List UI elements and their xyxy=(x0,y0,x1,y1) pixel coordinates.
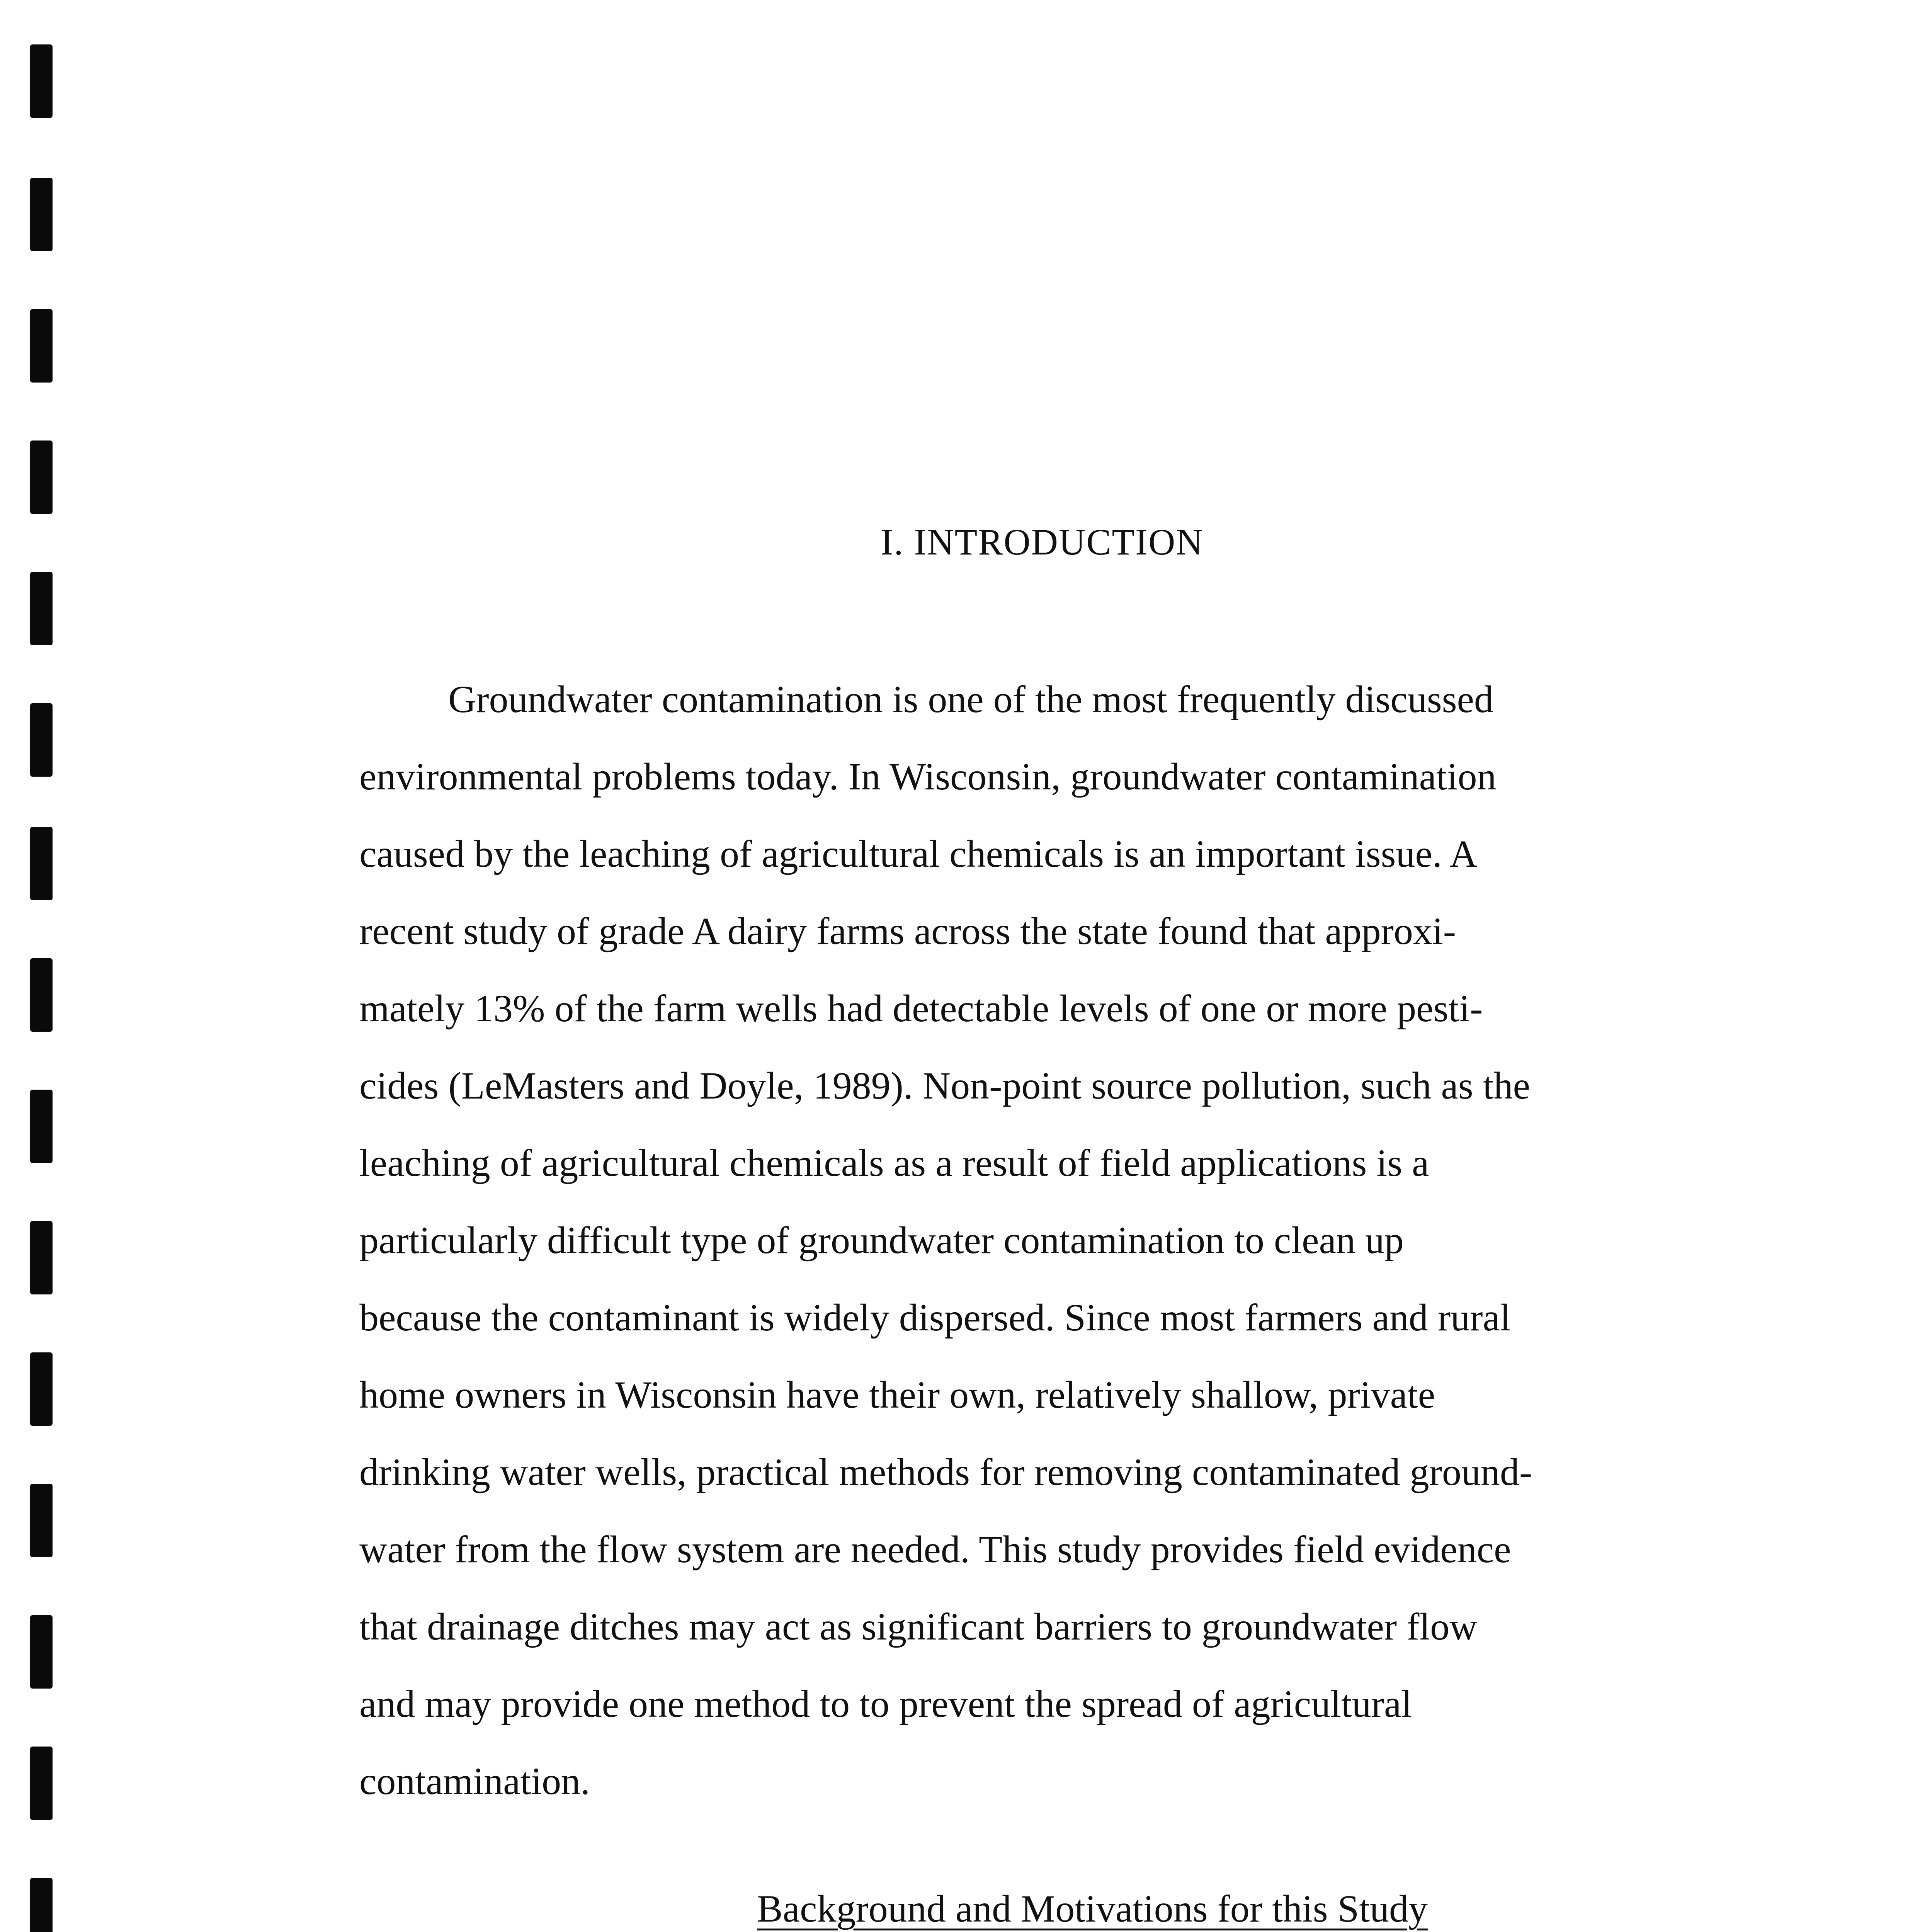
text-line: leaching of agricultural chemicals as a result of field applications is a xyxy=(359,1141,1429,1184)
text-line: because the contaminant is widely dispersed. Since most farmers and rural xyxy=(359,1296,1511,1339)
text-line: and may provide one method to to prevent the spread of agricultural xyxy=(359,1682,1412,1725)
binding-hole xyxy=(30,1221,53,1294)
subsection-heading-text: Background and Motivations for this Study xyxy=(757,1887,1428,1930)
text-line: mately 13% of the farm wells had detectable levels of one or more pesti- xyxy=(359,987,1483,1030)
text-line: cides (LeMasters and Doyle, 1989). Non-point source pollution, such as the xyxy=(359,1064,1530,1107)
text-line: contamination. xyxy=(359,1760,590,1803)
section-heading: I. INTRODUCTION xyxy=(881,521,1204,563)
binding-hole xyxy=(30,1615,53,1689)
text-line: water from the flow system are needed. This study provides field evidence xyxy=(359,1528,1511,1571)
binding-hole xyxy=(30,958,53,1032)
binding-hole xyxy=(30,1747,53,1820)
text-line: environmental problems today. In Wisconsin, groundwater contamination xyxy=(359,755,1497,798)
binding-hole xyxy=(30,1484,53,1557)
binding-hole xyxy=(30,572,53,645)
text-line: drinking water wells, practical methods for removing contaminated ground- xyxy=(359,1451,1532,1493)
text-line: caused by the leaching of agricultural chemicals is an important issue. A xyxy=(359,832,1478,875)
binding-hole xyxy=(30,178,53,251)
binding-hole xyxy=(30,309,53,383)
text-line: particularly difficult type of groundwater contamination to clean up xyxy=(359,1219,1404,1262)
text-line: Groundwater contamination is one of the most frequently discussed xyxy=(448,678,1493,721)
binding-hole xyxy=(30,1352,53,1426)
binding-hole xyxy=(30,827,53,900)
binding-hole xyxy=(30,703,53,777)
subsection-heading xyxy=(0,1889,1932,1928)
text-line: home owners in Wisconsin have their own, relatively shallow, private xyxy=(359,1373,1435,1416)
text-line: recent study of grade A dairy farms across the state found that approxi- xyxy=(359,910,1456,952)
text-line: that drainage ditches may act as significant barriers to groundwater flow xyxy=(359,1605,1478,1648)
binding-hole xyxy=(30,1090,53,1163)
binding-hole xyxy=(30,44,53,118)
binding-hole xyxy=(30,440,53,514)
